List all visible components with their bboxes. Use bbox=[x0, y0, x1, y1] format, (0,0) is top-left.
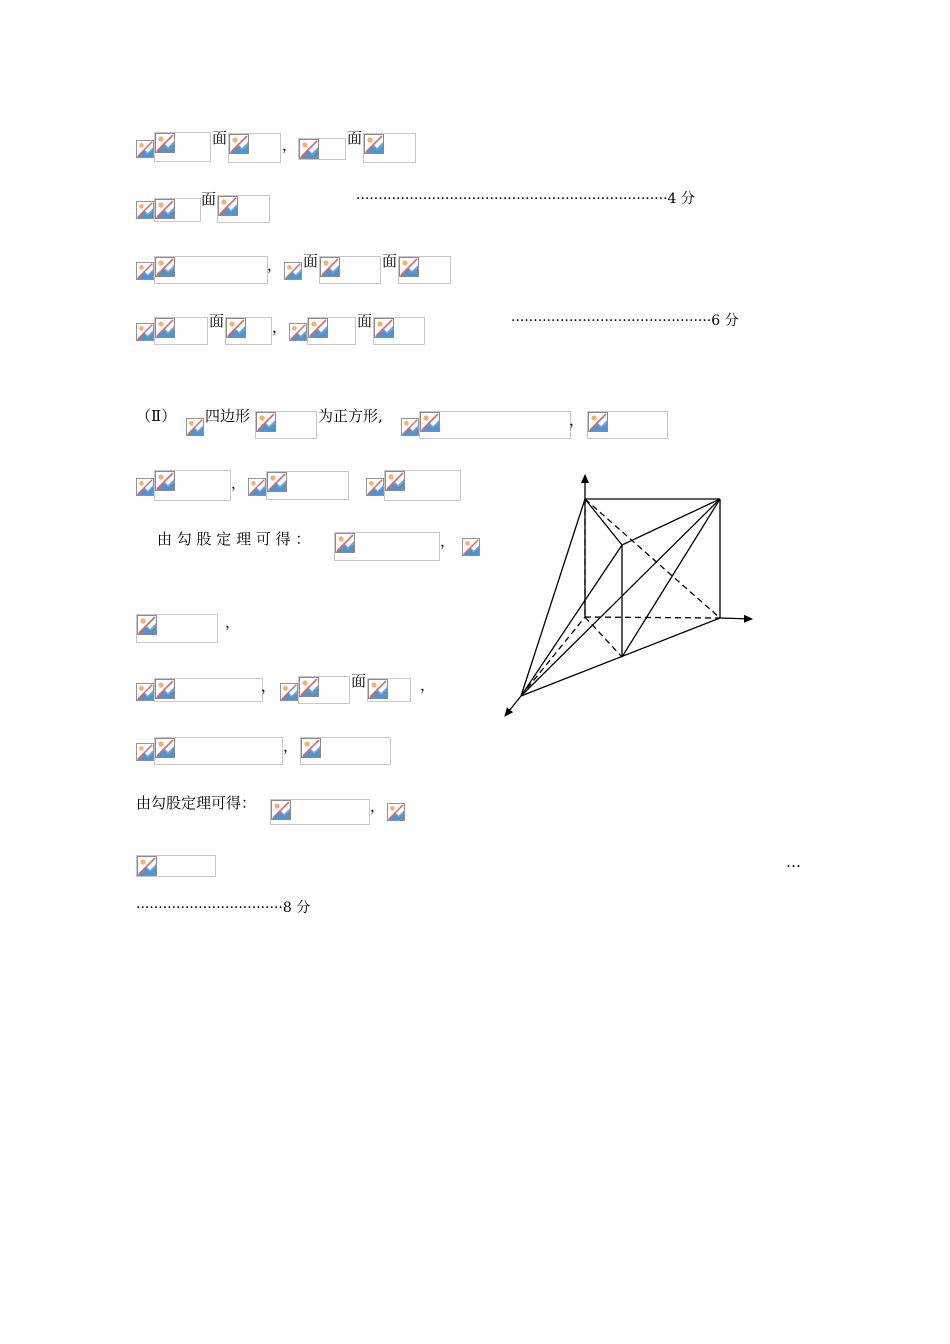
x-axis bbox=[720, 618, 752, 619]
score-4: ······································································4 分 bbox=[356, 191, 695, 207]
edge bbox=[521, 618, 720, 696]
broken-image-icon bbox=[399, 257, 419, 277]
edge bbox=[521, 499, 720, 696]
is-square-label: 为正方形, bbox=[318, 407, 383, 425]
formula-image bbox=[225, 317, 272, 345]
formula-image bbox=[307, 317, 356, 345]
broken-image-icon bbox=[136, 743, 154, 761]
score-6: ·············································6 分 bbox=[511, 313, 739, 329]
broken-image-icon bbox=[155, 679, 175, 699]
broken-image-icon bbox=[136, 323, 154, 341]
broken-image-icon bbox=[366, 478, 384, 496]
formula-image bbox=[300, 737, 391, 765]
broken-image-icon bbox=[320, 257, 340, 277]
quadrilateral-label: 四边形 bbox=[205, 407, 251, 425]
broken-image-icon bbox=[137, 856, 157, 876]
comma: ， bbox=[272, 318, 288, 336]
broken-image-icon bbox=[155, 133, 175, 153]
face-label: 面 bbox=[382, 252, 398, 270]
broken-image-icon bbox=[271, 800, 291, 820]
broken-image-icon bbox=[299, 677, 319, 697]
broken-image-icon bbox=[374, 318, 394, 338]
broken-image-icon bbox=[256, 412, 276, 432]
formula-image bbox=[419, 411, 571, 439]
broken-image-icon bbox=[308, 318, 328, 338]
comma: ， bbox=[569, 411, 585, 429]
formula-image bbox=[136, 614, 218, 643]
broken-image-icon bbox=[155, 318, 175, 338]
broken-image-icon bbox=[155, 738, 175, 758]
formula-image bbox=[367, 678, 411, 702]
formula-image bbox=[298, 676, 350, 704]
edge bbox=[585, 499, 622, 545]
score-8: ·································8 分 bbox=[136, 900, 311, 916]
broken-image-icon bbox=[401, 418, 419, 436]
edge bbox=[521, 499, 585, 696]
formula-image bbox=[384, 470, 461, 501]
broken-image-icon bbox=[226, 318, 246, 338]
comma: ， bbox=[231, 474, 247, 492]
face-label: 面 bbox=[347, 129, 363, 147]
broken-image-icon bbox=[387, 803, 405, 821]
broken-image-icon bbox=[462, 538, 480, 556]
broken-image-icon bbox=[136, 140, 154, 158]
broken-image-icon bbox=[368, 679, 388, 699]
ellipsis: … bbox=[786, 853, 801, 871]
formula-image bbox=[228, 133, 281, 163]
face-label: 面 bbox=[351, 672, 367, 690]
broken-image-icon bbox=[229, 134, 249, 154]
pythagoras-label: 由勾股定理可得： bbox=[136, 794, 257, 812]
formula-image bbox=[154, 132, 211, 162]
edge bbox=[521, 545, 622, 696]
formula-image bbox=[373, 317, 425, 345]
formula-image bbox=[363, 133, 416, 163]
formula-image bbox=[587, 411, 668, 439]
broken-image-icon bbox=[137, 615, 157, 635]
broken-image-icon bbox=[335, 533, 355, 553]
formula-image bbox=[154, 256, 268, 284]
hidden-edge bbox=[585, 499, 720, 618]
comma: ， bbox=[283, 737, 299, 755]
part-2-label: （Ⅱ） bbox=[136, 407, 177, 425]
broken-image-icon bbox=[218, 196, 238, 216]
hidden-edge bbox=[585, 617, 720, 618]
broken-image-icon bbox=[267, 472, 287, 492]
hidden-edge bbox=[585, 617, 622, 657]
formula-image bbox=[298, 138, 346, 160]
formula-image bbox=[270, 799, 370, 825]
broken-image-icon bbox=[420, 412, 440, 432]
broken-image-icon bbox=[364, 134, 384, 154]
comma: ， bbox=[267, 256, 283, 274]
broken-image-icon bbox=[186, 418, 204, 436]
comma: ， bbox=[282, 136, 298, 154]
comma: ， bbox=[440, 532, 456, 550]
face-label: 面 bbox=[303, 252, 319, 270]
formula-image bbox=[154, 198, 201, 222]
pyramid-3d-figure bbox=[490, 465, 770, 725]
formula-image bbox=[154, 470, 231, 501]
broken-image-icon bbox=[299, 139, 319, 159]
formula-image bbox=[136, 855, 216, 877]
broken-image-icon bbox=[385, 471, 405, 491]
formula-image bbox=[334, 532, 440, 561]
comma: ， bbox=[420, 676, 436, 694]
broken-image-icon bbox=[248, 478, 266, 496]
broken-image-icon bbox=[289, 323, 307, 341]
comma: ， bbox=[225, 613, 241, 631]
broken-image-icon bbox=[284, 262, 302, 280]
face-label: 面 bbox=[201, 190, 217, 208]
broken-image-icon bbox=[301, 738, 321, 758]
face-label: 面 bbox=[212, 129, 228, 147]
broken-image-icon bbox=[136, 262, 154, 280]
face-label: 面 bbox=[209, 312, 225, 330]
broken-image-icon bbox=[136, 478, 154, 496]
broken-image-icon bbox=[155, 257, 175, 277]
broken-image-icon bbox=[136, 201, 154, 219]
comma: ， bbox=[261, 677, 277, 695]
formula-image bbox=[154, 737, 283, 765]
broken-image-icon bbox=[155, 471, 175, 491]
broken-image-icon bbox=[588, 412, 608, 432]
face-label: 面 bbox=[357, 312, 373, 330]
broken-image-icon bbox=[280, 683, 298, 701]
formula-image bbox=[154, 317, 208, 345]
formula-image bbox=[266, 471, 349, 500]
formula-image bbox=[154, 678, 263, 702]
broken-image-icon bbox=[136, 683, 154, 701]
formula-image bbox=[217, 195, 270, 223]
formula-image bbox=[398, 256, 451, 284]
pythagoras-label-spaced: 由 勾 股 定 理 可 得 ： bbox=[157, 530, 311, 548]
formula-image bbox=[255, 411, 317, 439]
formula-image bbox=[319, 256, 381, 284]
comma: ， bbox=[370, 797, 386, 815]
broken-image-icon bbox=[155, 199, 175, 219]
y-axis bbox=[505, 696, 521, 716]
